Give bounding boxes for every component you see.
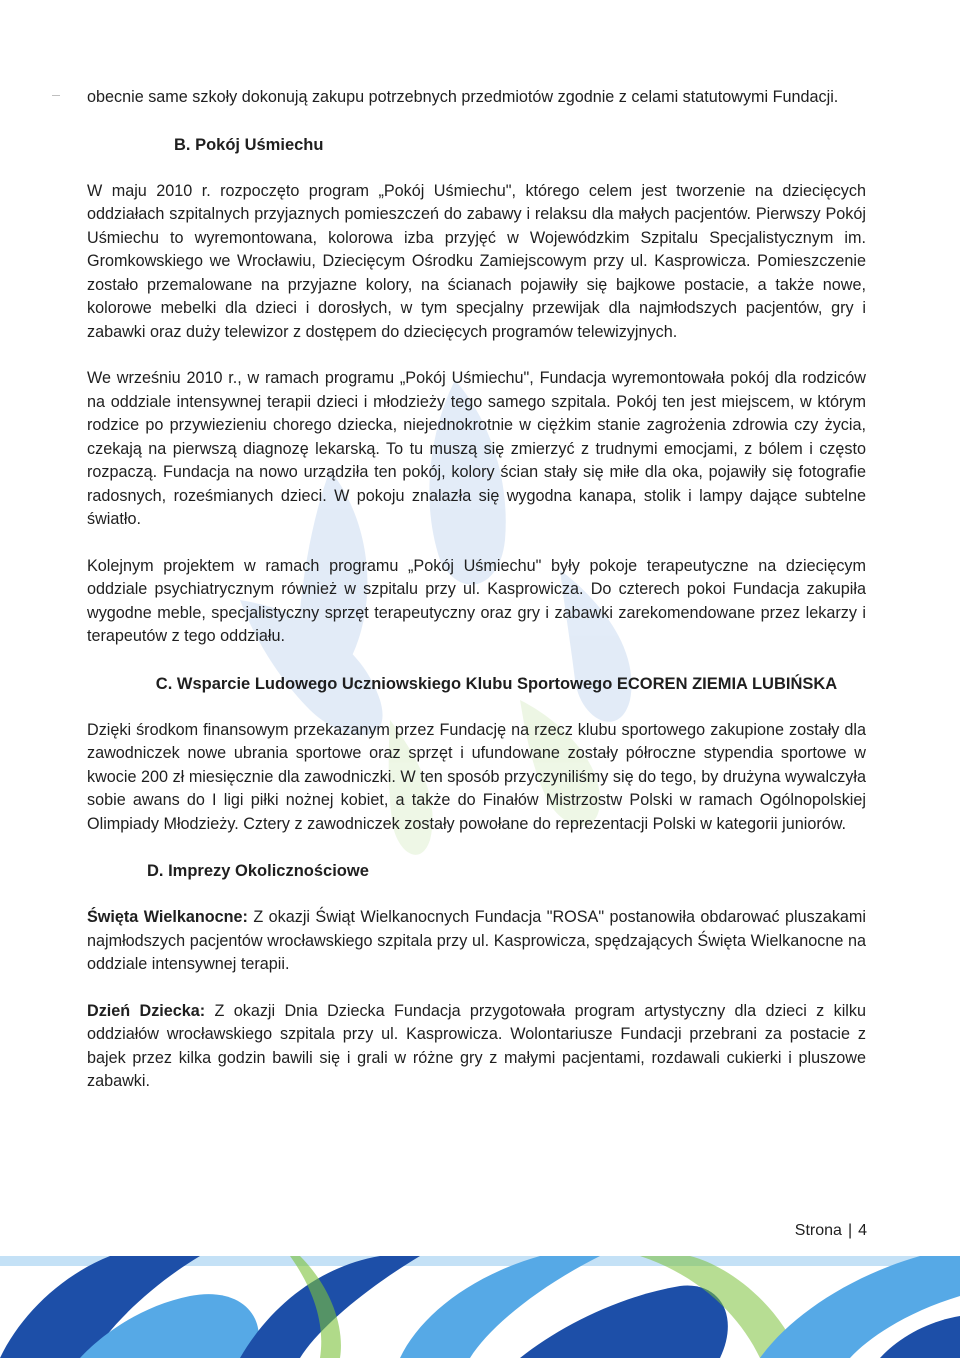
document-body: [87, 86, 866, 1094]
intro-paragraph: obecnie same szkoły dokonują zakupu potrzebnych przedmiotów zgodnie z celami statutowymi Fundacji.: [87, 88, 839, 106]
footer-page-label: Strona: [794, 1222, 842, 1239]
easter-text: Z okazji Świąt Wielkanocnych Fundacja "ROSA" postanowiła obdarować pluszakami najmłodszych pacjentów wrocławskiego szpitala przy ul. Kasprowicza, spędzających Święta Wielkanocne na oddziale intensywnej terapii.: [87, 908, 866, 973]
page-footer: [795, 1222, 867, 1240]
section-b-paragraph-3: Kolejnym projektem w ramach programu „Pokój Uśmiechu" były pokoje terapeutyczne na dziecięcym oddziale psychiatrycznym również w szpitalu przy ul. Kasprowicza. Do czterech pokoi Fundacja zakupiła wygodne meble, specjalistyczny sprzęt terapeutyczny oraz gry i zabawki zarekomendowane przez lekarzy i terapeutów z tego oddziału.: [87, 556, 866, 645]
section-b-heading: B. Pokój Uśmiechu: [174, 135, 324, 154]
decorative-bottom-band: [0, 1256, 960, 1358]
section-d-heading: D. Imprezy Okolicznościowe: [147, 862, 369, 880]
margin-dash-mark: [52, 95, 60, 96]
section-d-paragraph-childrens-day: [87, 1000, 866, 1094]
section-d-paragraph-easter: [87, 906, 866, 977]
childrens-day-label: Dzień Dziecka:: [87, 1001, 206, 1020]
easter-label: Święta Wielkanocne:: [87, 908, 248, 926]
section-b-paragraph-2: We wrześniu 2010 r., w ramach programu „Pokój Uśmiechu", Fundacja wyremontowała pokój dla rodziców na oddziale intensywnej terapii dzieci i młodzieży tego samego szpitala. Pokój ten jest miejscem, w którym rodzice po przywiezieniu chorego dziecka, niejednokrotnie w ciężkim stanie zagrożenia zdrowia czy życia, czekają na pierwszą diagnozę lekarską. To tu muszą się zmierzyć z trudnymi emocjami, z bólem i często rozpaczą. Fundacja na nowo urządziła ten pokój, kolory ścian stały się miłe dla oka, pojawiły się fotografie radosnych, roześmianych dzieci. W pokoju znalazła się wygodna kanapa, stolik i lampy dające subtelne światło.: [87, 369, 866, 528]
section-c-heading: C. Wsparcie Ludowego Uczniowskiego Klubu Sportowego ECOREN ZIEMIA LUBIŃSKA: [155, 674, 838, 693]
section-c-paragraph-1: Dzięki środkom finansowym przekazanym przez Fundację na rzecz klubu sportowego zakupione zostały dla zawodniczek nowe ubrania sportowe oraz sprzęt i ufundowane zostały półroczne stypendia sportowe w kwocie 200 zł miesięcznie dla zawodniczki. W ten sposób przyczyniliśmy się do tego, by drużyna wywalczyła sobie awans do I ligi piłki nożnej kobiet, a także do Finałów Mistrzostw Polski w ramach Ogólnopolskiej Olimpiady Młodzieży. Cztery z zawodniczek zostały powołane do reprezentacji Polski w kategorii juniorów.: [87, 720, 866, 833]
footer-separator: |: [847, 1222, 853, 1239]
section-b-paragraph-1: W maju 2010 r. rozpoczęto program „Pokój Uśmiechu", którego celem jest tworzenie na dziecięcych oddziałach szpitalnych przyjaznych pomieszczeń do zabawy i relaksu dla małych pacjentów. Pierwszy Pokój Uśmiechu to wyremontowana, kolorowa izba przyjęć w Wojewódzkim Szpitalu Specjalistycznym im. Gromkowskiego we Wrocławiu, Dziecięcym Ośrodku Zamiejscowym przy ul. Kasprowicza. Pomieszczenie zostało przemalowane na przyjazne kolory, na ścianach pojawiły się bajkowe postacie, a także nowe, kolorowe mebelki dla dzieci i dorosłych, w tym specjalny przewijak dla najmłodszych pacjentów, gry i zabawki oraz duży telewizor z dostępem do dziecięcych programów telewizyjnych.: [87, 181, 866, 341]
childrens-day-text: Z okazji Dnia Dziecka Fundacja przygotowała program artystyczny dla dzieci z kilku oddziałów wrocławskiego szpitala przy ul. Kasprowicza. Wolontariusze Fundacji przebrani za postacie z bajek przez kilka godzin bawili się i grali w różne gry z małymi pacjentami, rozdawali cukierki i pluszowe zabawki.: [87, 1001, 866, 1090]
footer-page-number: 4: [858, 1222, 867, 1239]
